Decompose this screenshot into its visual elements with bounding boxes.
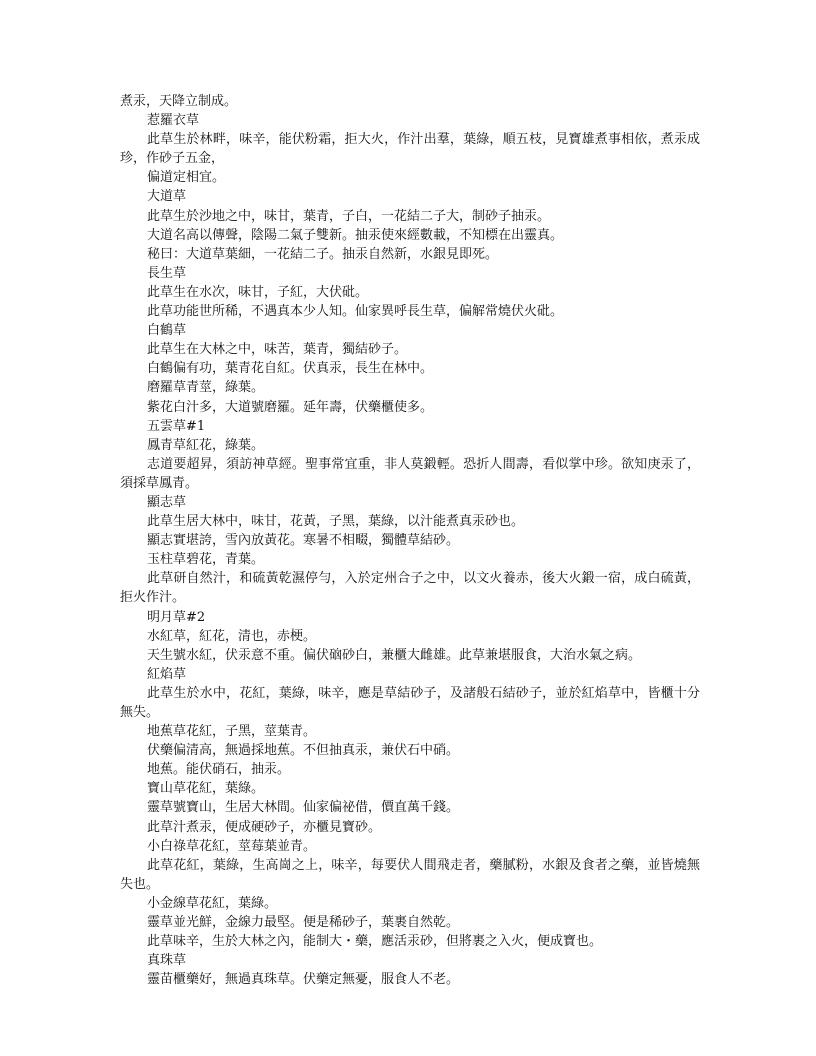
section-heading: 真珠草 <box>147 953 187 969</box>
text-line: 玉柱草碧花，青葉。 <box>147 552 265 568</box>
text-line: 地蕉草花紅，子黑，莖葉青。 <box>147 724 317 740</box>
text-line: 此草功能世所稀，不遇真本少人知。仙家異呼長生草，偏解常燒伏火砒。 <box>147 304 564 320</box>
text-line: 偏道定相宜。 <box>147 170 226 186</box>
text-line: 磨羅草青莖，綠葉。 <box>147 380 265 396</box>
text-line: 此草生在大林之中，味苦，葉青，獨結砂子。 <box>147 342 408 358</box>
paragraph: 此草研自然汁，和硫黃乾濕停勻，入於定州合子之中，以文火養赤，後大火鍛一宿，成白硫黃，拒火作汁。 <box>120 571 700 606</box>
text-line: 煮汞，天降立制成。 <box>120 94 238 109</box>
text-line: 靈草並光鮮，金線力最堅。便是稀砂子，葉裹自然乾。 <box>147 915 460 931</box>
text-line: 此草味辛，生於大林之內，能制大・藥，應活汞砂，但將裹之入火，便成寶也。 <box>147 934 603 950</box>
text-line: 寶山草花紅，葉綠。 <box>147 781 265 797</box>
text-line: 靈草號寶山，生居大林間。仙家偏祕借，價直萬千錢。 <box>147 800 460 816</box>
section-heading: 明月草#2 <box>147 609 206 625</box>
text-line: 地蕉。能伏硝石，抽汞。 <box>147 762 291 778</box>
paragraph: 志道要超昇，須訪神草經。聖事常宜重，非人莫鍛輕。恐折人間壽，看似掌中珍。欲知庚汞了，須採草鳳青。 <box>120 456 700 491</box>
text-line: 鳳青草紅花，綠葉。 <box>147 437 265 453</box>
section-heading: 白鶴草 <box>147 323 187 339</box>
text-line: 此草生在水次，味甘，子紅，大伏砒。 <box>147 284 369 300</box>
text-line: 顯志實堪誇，雪內放黃花。寒暑不相畷，獨體草結砂。 <box>147 533 460 549</box>
text-line: 此草生居大林中，味甘，花黃，子黑，葉綠，以汁能煮真汞砂也。 <box>147 514 525 530</box>
section-heading: 紅焰草 <box>147 666 187 682</box>
paragraph: 此草生於水中，花紅，葉綠，味辛，應是草結砂子，及諸般石結砂子，並於紅焰草中，皆櫃十分無失。 <box>120 685 700 720</box>
text-line: 大道名高以傳聲，陰陽二氣子雙新。抽汞使來經數載，不知標在出靈真。 <box>147 227 564 243</box>
text-line: 小白祿草花紅，莖莓葉並青。 <box>147 838 317 854</box>
section-heading: 惹羅衣草 <box>147 113 200 129</box>
text-line: 秘曰：大道草葉細，一花結二子。抽汞自然新，水銀見即死。 <box>147 246 499 262</box>
text-line: 紫花白汁多，大道號磨羅。延年壽，伏藥櫃使多。 <box>147 399 434 415</box>
section-heading: 長生草 <box>147 265 187 281</box>
text-line: 靈苗櫃藥好，無過真珠草。伏藥定無憂，服食人不老。 <box>147 972 460 988</box>
text-line: 小金線草花紅，葉綠。 <box>147 895 278 911</box>
paragraph: 此草花紅，葉綠，生高崗之上，味辛，每要伏人間飛走者，藥膩粉，水銀及食者之藥，並皆燒無失也。 <box>120 857 700 892</box>
text-line: 白鶴偏有功，葉青花自紅。伏真汞，長生在林中。 <box>147 361 434 377</box>
section-heading: 大道草 <box>147 189 187 205</box>
text-line: 天生號水紅，伏汞意不重。偏伏硇砂白，兼櫃大雌雄。此草兼堪服食，大治水氣之病。 <box>147 647 642 663</box>
section-heading: 五雲草#1 <box>147 418 206 434</box>
document-body <box>120 92 700 989</box>
text-line: 此草汁煮汞，便成硬砂子，亦櫃見寶砂。 <box>147 819 382 835</box>
text-line: 水紅草，紅花，清也，赤梗。 <box>147 628 317 644</box>
text-line: 此草生於沙地之中，味甘，葉青，子白，一花結二子大，制砂子抽汞。 <box>147 208 551 224</box>
section-heading: 顯志草 <box>147 494 187 510</box>
text-line: 伏藥偏清高，無過採地蕉。不但抽真汞，兼伏石中硝。 <box>147 743 460 759</box>
paragraph: 此草生於林畔，味辛，能伏粉霜，拒大火，作汁出羣，葉綠，順五枝，見寶雄煮事相依，煮汞成珍，作砂子五金， <box>120 132 700 167</box>
